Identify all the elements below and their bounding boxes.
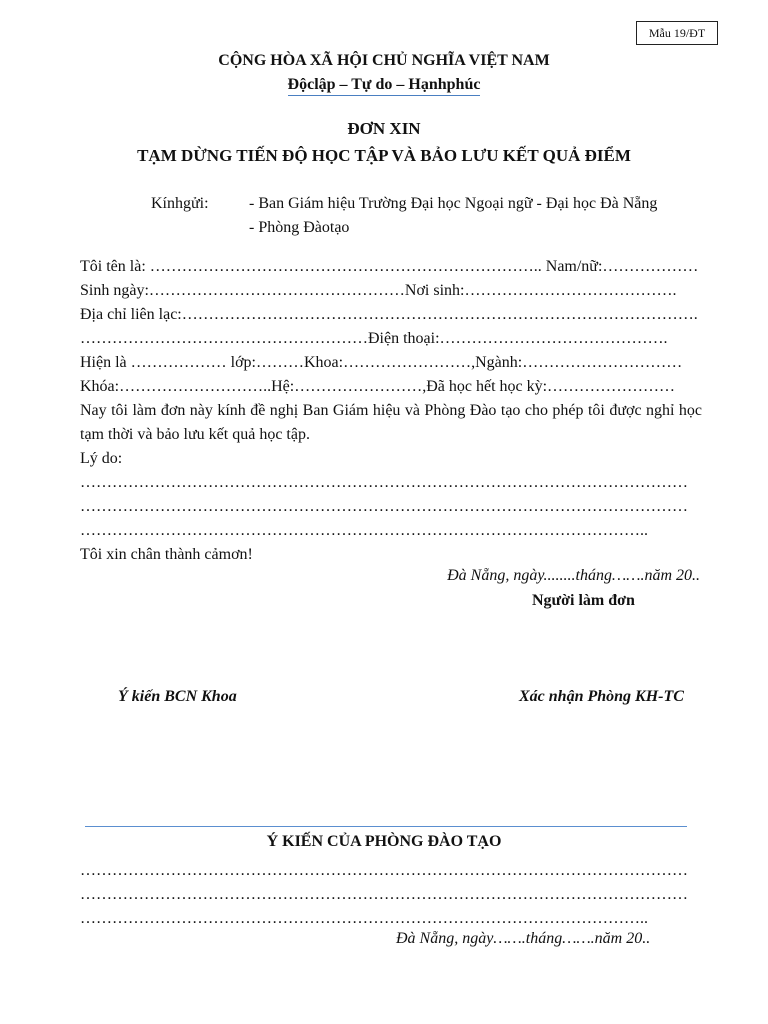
training-office-line-2: …………………………………………………………………………………………………… <box>80 886 688 903</box>
field-phone: ………………………………………………Điện thoại:……………………………………. <box>80 330 668 347</box>
reason-label: Lý do: <box>80 450 123 467</box>
finance-confirm-label: Xác nhận Phòng KH-TC <box>519 688 684 705</box>
training-office-title: Ý KIẾN CỦA PHÒNG ĐÀO TẠO <box>266 833 502 850</box>
request-text: Nay tôi làm đơn này kính đề nghị Ban Giám hiệu và Phòng Đào tạo cho phép tôi được nghỉ học tạm thời và bảo lưu kết quả học tập. <box>80 402 702 443</box>
nation-header: CỘNG HÒA XÃ HỘI CHỦ NGHĨA VIỆT NAM <box>218 52 550 69</box>
title-line-1: ĐƠN XIN <box>347 119 421 138</box>
training-office-line-1: …………………………………………………………………………………………………… <box>80 862 688 879</box>
form-code-box: Mẫu 19/ĐT <box>636 21 718 45</box>
reason-line-2: …………………………………………………………………………………………………… <box>80 498 688 515</box>
training-office-line-3: …………………………………………………………………………………………….. <box>80 910 648 927</box>
faculty-opinion-label: Ý kiến BCN Khoa <box>118 688 237 705</box>
applicant-label: Người làm đơn <box>532 592 635 609</box>
reason-line-3: …………………………………………………………………………………………….. <box>80 522 648 539</box>
reason-line-1: …………………………………………………………………………………………………… <box>80 474 688 491</box>
field-birth: Sinh ngày:…………………………………………Nơi sinh:…………………………………. <box>80 282 677 299</box>
recipient-label: Kínhgửi: <box>151 195 209 212</box>
motto-wrap <box>0 76 768 96</box>
recipient-1: - Ban Giám hiệu Trường Đại học Ngoại ngữ - Đại học Đà Nẵng <box>249 195 658 212</box>
thanks-text: Tôi xin chân thành cảmơn! <box>80 546 253 563</box>
field-course-semester: Khóa:………………………..Hệ:……………………,Đã học hết học kỳ:…………………… <box>80 378 676 395</box>
motto: Độclập – Tự do – Hạnhphúc <box>288 76 481 96</box>
date-line: Đà Nẵng, ngày........tháng…….năm 20.. <box>447 567 700 584</box>
field-class-major: Hiện là ……………… lớp:………Khoa:……………………,Ngành:………………………… <box>80 354 683 371</box>
section-divider <box>85 826 687 827</box>
training-office-date: Đà Nẵng, ngày…….tháng…….năm 20.. <box>396 930 651 947</box>
field-name-gender: Tôi tên là: ……………………………………………………………….. Nam/nữ:……………… <box>80 258 699 275</box>
field-address: Địa chỉ liên lạc:……………………………………………………………………………………. <box>80 306 698 323</box>
recipient-2: - Phòng Đàotạo <box>249 219 350 236</box>
title-line-2: TẠM DỪNG TIẾN ĐỘ HỌC TẬP VÀ BẢO LƯU KẾT QUẢ ĐIỂM <box>137 146 631 165</box>
